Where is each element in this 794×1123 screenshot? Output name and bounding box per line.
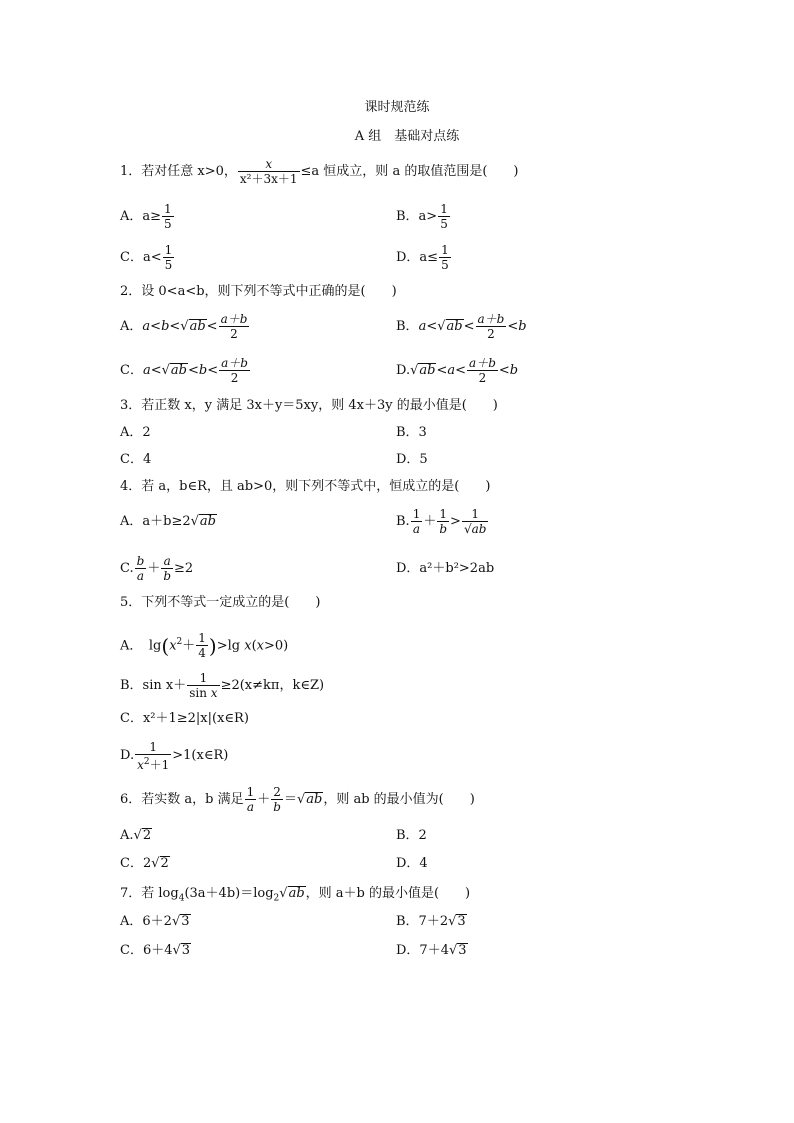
q5-option-d[interactable]: D. $\frac{1}{x^2+1}$ >1(x∈R) — [120, 739, 229, 772]
q1-option-b[interactable]: B．a> $\frac{1}{5}$ — [396, 202, 448, 231]
q3-option-c[interactable]: C．4 — [120, 452, 152, 467]
q6-option-d[interactable]: D．4 — [396, 856, 428, 871]
q5-option-a[interactable]: A． $\lg(x^2+$ $\frac{1}{4}$ )>lg x(x>0) — [120, 631, 289, 661]
page-title: 课时规范练 — [364, 100, 430, 115]
q7-option-d[interactable]: D．7＋4√3 — [396, 943, 467, 958]
q5-option-b[interactable]: B．sin x＋ $\frac{1}{\text{sin x}}$ ≥2(x≠kπ，k∈Z) — [120, 671, 325, 700]
q1-option-c[interactable]: C．a< $\frac{1}{5}$ — [120, 243, 173, 272]
q6-option-b[interactable]: B．2 — [396, 828, 427, 843]
q4-option-c[interactable]: C. $\frac{b}{a}$ ＋ $\frac{a}{b}$ ≥2 — [120, 554, 194, 583]
q7-option-a[interactable]: A．6＋2√3 — [120, 914, 190, 929]
q4-option-d[interactable]: D．a²＋b²>2ab — [396, 561, 495, 576]
q2-option-b[interactable]: B．a<√ab< $\frac{a+b}{2}$ <b — [396, 312, 527, 341]
q7-option-c[interactable]: C．6＋4√3 — [120, 943, 191, 958]
fraction: $\frac{x}{\text{x²＋3x＋1}}$ — [239, 157, 298, 186]
q2-option-d[interactable]: D.√ab<a< $\frac{a+b}{2}$ <b — [396, 356, 519, 385]
question-3: 3．若正数 x，y 满足 3x＋y＝5xy，则 4x＋3y 的最小值是( ) — [120, 398, 498, 413]
q3-option-b[interactable]: B．3 — [396, 425, 427, 440]
question-6: 6．若实数 a，b 满足 $\frac{1}{a}$ ＋ $\frac{2}{b}$ ＝√ab，则 ab 的最小值为( ) — [120, 785, 475, 814]
q1-option-d[interactable]: D．a≤ $\frac{1}{5}$ — [396, 243, 449, 272]
question-2: 2．设 0<a<b，则下列不等式中正确的是( ) — [120, 284, 397, 299]
q7-option-b[interactable]: B．7＋2√3 — [396, 914, 466, 929]
q2-option-c[interactable]: C．a<√ab<b< $\frac{a+b}{2}$ — [120, 356, 248, 385]
q3-option-d[interactable]: D．5 — [396, 452, 428, 467]
question-7: 7．若 $\log_4(3a+4b)=\log_2√ab$，则 a＋b 的最小值是( ) — [120, 886, 471, 904]
q6-option-a[interactable]: A.√2 — [120, 828, 152, 843]
question-1: 1．若对任意 x>0， $\frac{x}{\text{x²＋3x＋1}}$ ≤a 恒成立，则 a 的取值范围是( ) — [120, 157, 519, 186]
q4-option-b[interactable]: B. $\frac{1}{a}$ ＋ $\frac{1}{b}$ > $\frac{1}{√ab}$ — [396, 507, 487, 536]
question-5: 5．下列不等式一定成立的是( ) — [120, 595, 321, 610]
q3-option-a[interactable]: A．2 — [120, 425, 151, 440]
q6-option-c[interactable]: C．2√2 — [120, 856, 169, 871]
q4-option-a[interactable]: A．a＋b≥2√ab — [120, 514, 216, 529]
q5-option-c[interactable]: C．x²＋1≥2|x|(x∈R) — [120, 711, 249, 726]
question-4: 4．若 a，b∈R，且 ab>0，则下列不等式中，恒成立的是( ) — [120, 479, 491, 494]
section-subtitle: A 组 基础对点练 — [354, 129, 460, 144]
q1-option-a[interactable]: A．a≥ $\frac{1}{5}$ — [120, 202, 172, 231]
q2-option-a[interactable]: A．a<b<√ab< $\frac{a+b}{2}$ — [120, 312, 248, 341]
